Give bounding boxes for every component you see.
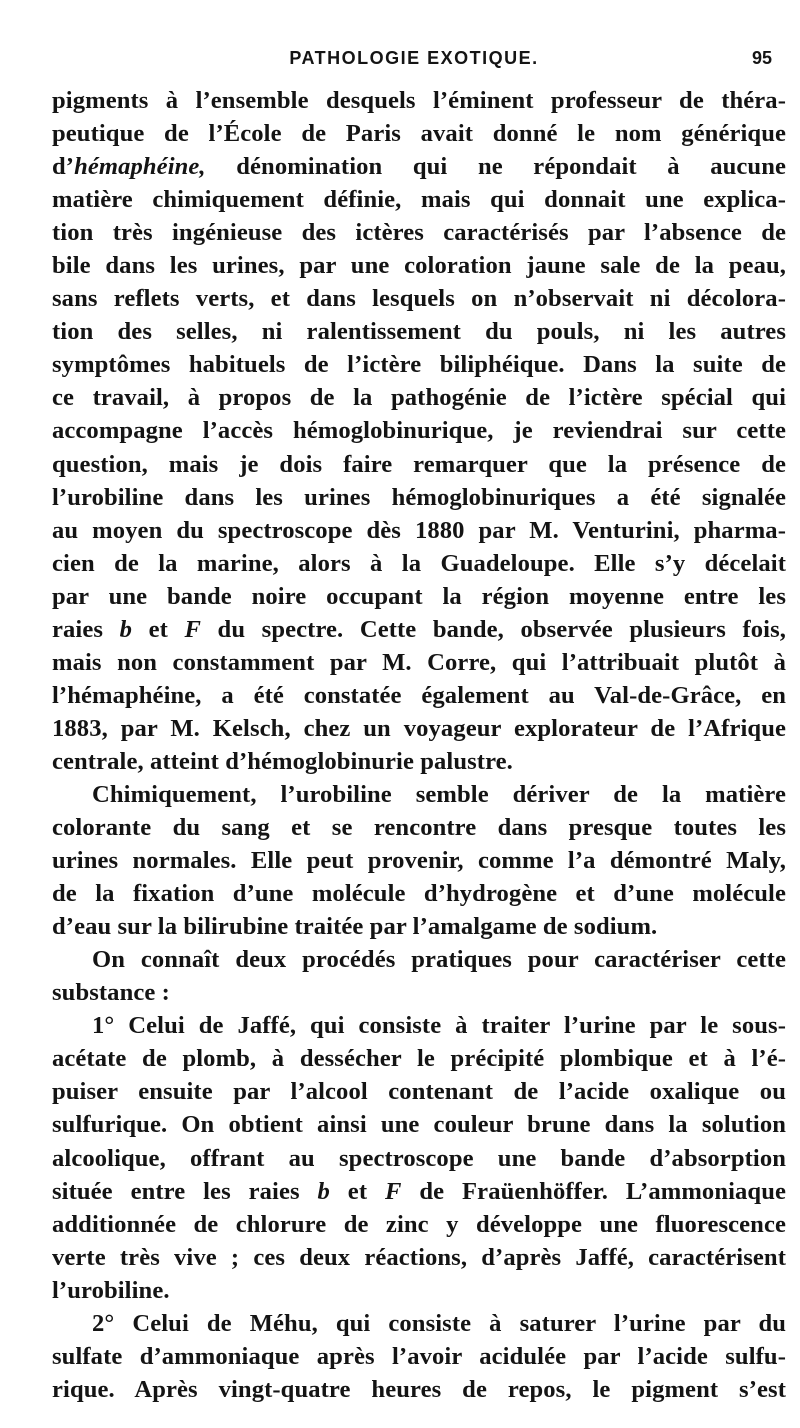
text-line: urines normales. Elle peut provenir, comme l’a démontré Maly, xyxy=(52,847,786,875)
text-line: pigments à l’ensemble desquels l’éminent professeur de théra- xyxy=(52,87,786,114)
text-line xyxy=(52,150,786,183)
text-line: alcoolique, offrant au spectroscope une bande d’absorption xyxy=(52,1144,786,1172)
text-line: additionnée de chlorure de zinc y développe une fluorescence xyxy=(52,1210,786,1238)
text-segment: et xyxy=(329,1177,385,1205)
text-line: 2° Celui de Méhu, qui consiste à saturer l’urine par du xyxy=(92,1309,786,1337)
text-line: acétate de plomb, à dessécher le précipité plombique et à l’é- xyxy=(52,1045,786,1073)
text-line: matière chimiquement définie, mais qui donnait une explica- xyxy=(52,186,786,214)
text-segment: du spectre. Cette bande, observée plusieurs fois, xyxy=(200,615,786,643)
text-line: l’hémaphéine, a été constatée également au Val-de-Grâce, en xyxy=(52,681,786,709)
text-line: verte très vive ; ces deux réactions, d’après Jaffé, caractérisent xyxy=(52,1243,786,1271)
text-line: centrale, atteint d’hémoglobinurie palustre. xyxy=(52,747,513,775)
text-line: tion des selles, ni ralentissement du pouls, ni les autres xyxy=(52,318,786,346)
text-line: question, mais je dois faire remarquer que la présence de xyxy=(52,450,786,478)
text-segment: d’ xyxy=(52,153,75,181)
text-line: l’urobiline. xyxy=(52,1276,170,1304)
page-number: 95 xyxy=(751,48,772,68)
text-line xyxy=(52,1175,786,1208)
text-line: On connaît deux procédés pratiques pour caractériser cette xyxy=(92,946,786,974)
italic-text: b xyxy=(119,615,133,643)
text-segment: située entre les raies xyxy=(52,1177,318,1205)
page-header xyxy=(52,48,776,78)
text-line: puiser ensuite par l’alcool contenant de l’acide oxalique ou xyxy=(52,1078,786,1106)
italic-text: F xyxy=(385,1177,402,1205)
text-line: 1883, par M. Kelsch, chez un voyageur explorateur de l’Afrique xyxy=(52,714,786,742)
text-line: Chimiquement, l’urobiline semble dériver de la matière xyxy=(92,780,786,808)
text-line: sulfurique. On obtient ainsi une couleur brune dans la solution xyxy=(52,1111,786,1139)
text-line: sans reflets verts, et dans lesquels on n’observait ni décolora- xyxy=(52,285,786,313)
italic-text: b xyxy=(317,1177,330,1205)
text-segment: dénomination qui ne répondait à aucune xyxy=(205,153,786,181)
text-line: accompagne l’accès hémoglobinurique, je reviendrai sur cette xyxy=(52,417,786,445)
text-line: ce travail, à propos de la pathogénie de l’ictère spécial qui xyxy=(52,384,786,412)
text-line: peutique de l’École de Paris avait donné le nom générique xyxy=(52,120,786,148)
text-line: rique. Après vingt-quatre heures de repos, le pigment s’est xyxy=(52,1375,786,1403)
text-line xyxy=(52,613,786,646)
running-head: PATHOLOGIE EXOTIQUE. xyxy=(289,48,539,68)
text-segment: raies xyxy=(52,615,120,643)
text-line: bile dans les urines, par une coloration jaune sale de la peau, xyxy=(52,252,786,280)
text-line: par une bande noire occupant la région moyenne entre les xyxy=(52,582,786,610)
italic-text: hémaphéine, xyxy=(74,153,206,181)
text-line: au moyen du spectroscope dès 1880 par M. Venturini, pharma- xyxy=(52,516,786,544)
text-line: d’eau sur la bilirubine traitée par l’amalgame de sodium. xyxy=(52,913,658,941)
text-line: de la fixation d’une molécule d’hydrogène et d’une molécule xyxy=(52,880,786,908)
text-line: sulfate d’ammoniaque après l’avoir acidulée par l’acide sulfu- xyxy=(52,1342,786,1370)
body-text xyxy=(52,84,786,1406)
text-segment: et xyxy=(132,615,185,643)
text-line: tion très ingénieuse des ictères caractérisés par l’absence de xyxy=(52,219,786,247)
text-line: l’urobiline dans les urines hémoglobinuriques a été signalée xyxy=(52,483,786,511)
text-line: 1° Celui de Jaffé, qui consiste à traiter l’urine par le sous- xyxy=(92,1012,786,1040)
text-line: mais non constamment par M. Corre, qui l’attribuait plutôt à xyxy=(52,648,786,676)
italic-text: F xyxy=(184,615,201,643)
text-segment: de Fraüenhöffer. L’ammoniaque xyxy=(401,1177,786,1205)
text-line: symptômes habituels de l’ictère biliphéique. Dans la suite de xyxy=(52,351,786,379)
text-line: cien de la marine, alors à la Guadeloupe. Elle s’y décelait xyxy=(52,549,786,577)
text-line: substance : xyxy=(52,979,170,1007)
text-line: colorante du sang et se rencontre dans presque toutes les xyxy=(52,814,786,842)
